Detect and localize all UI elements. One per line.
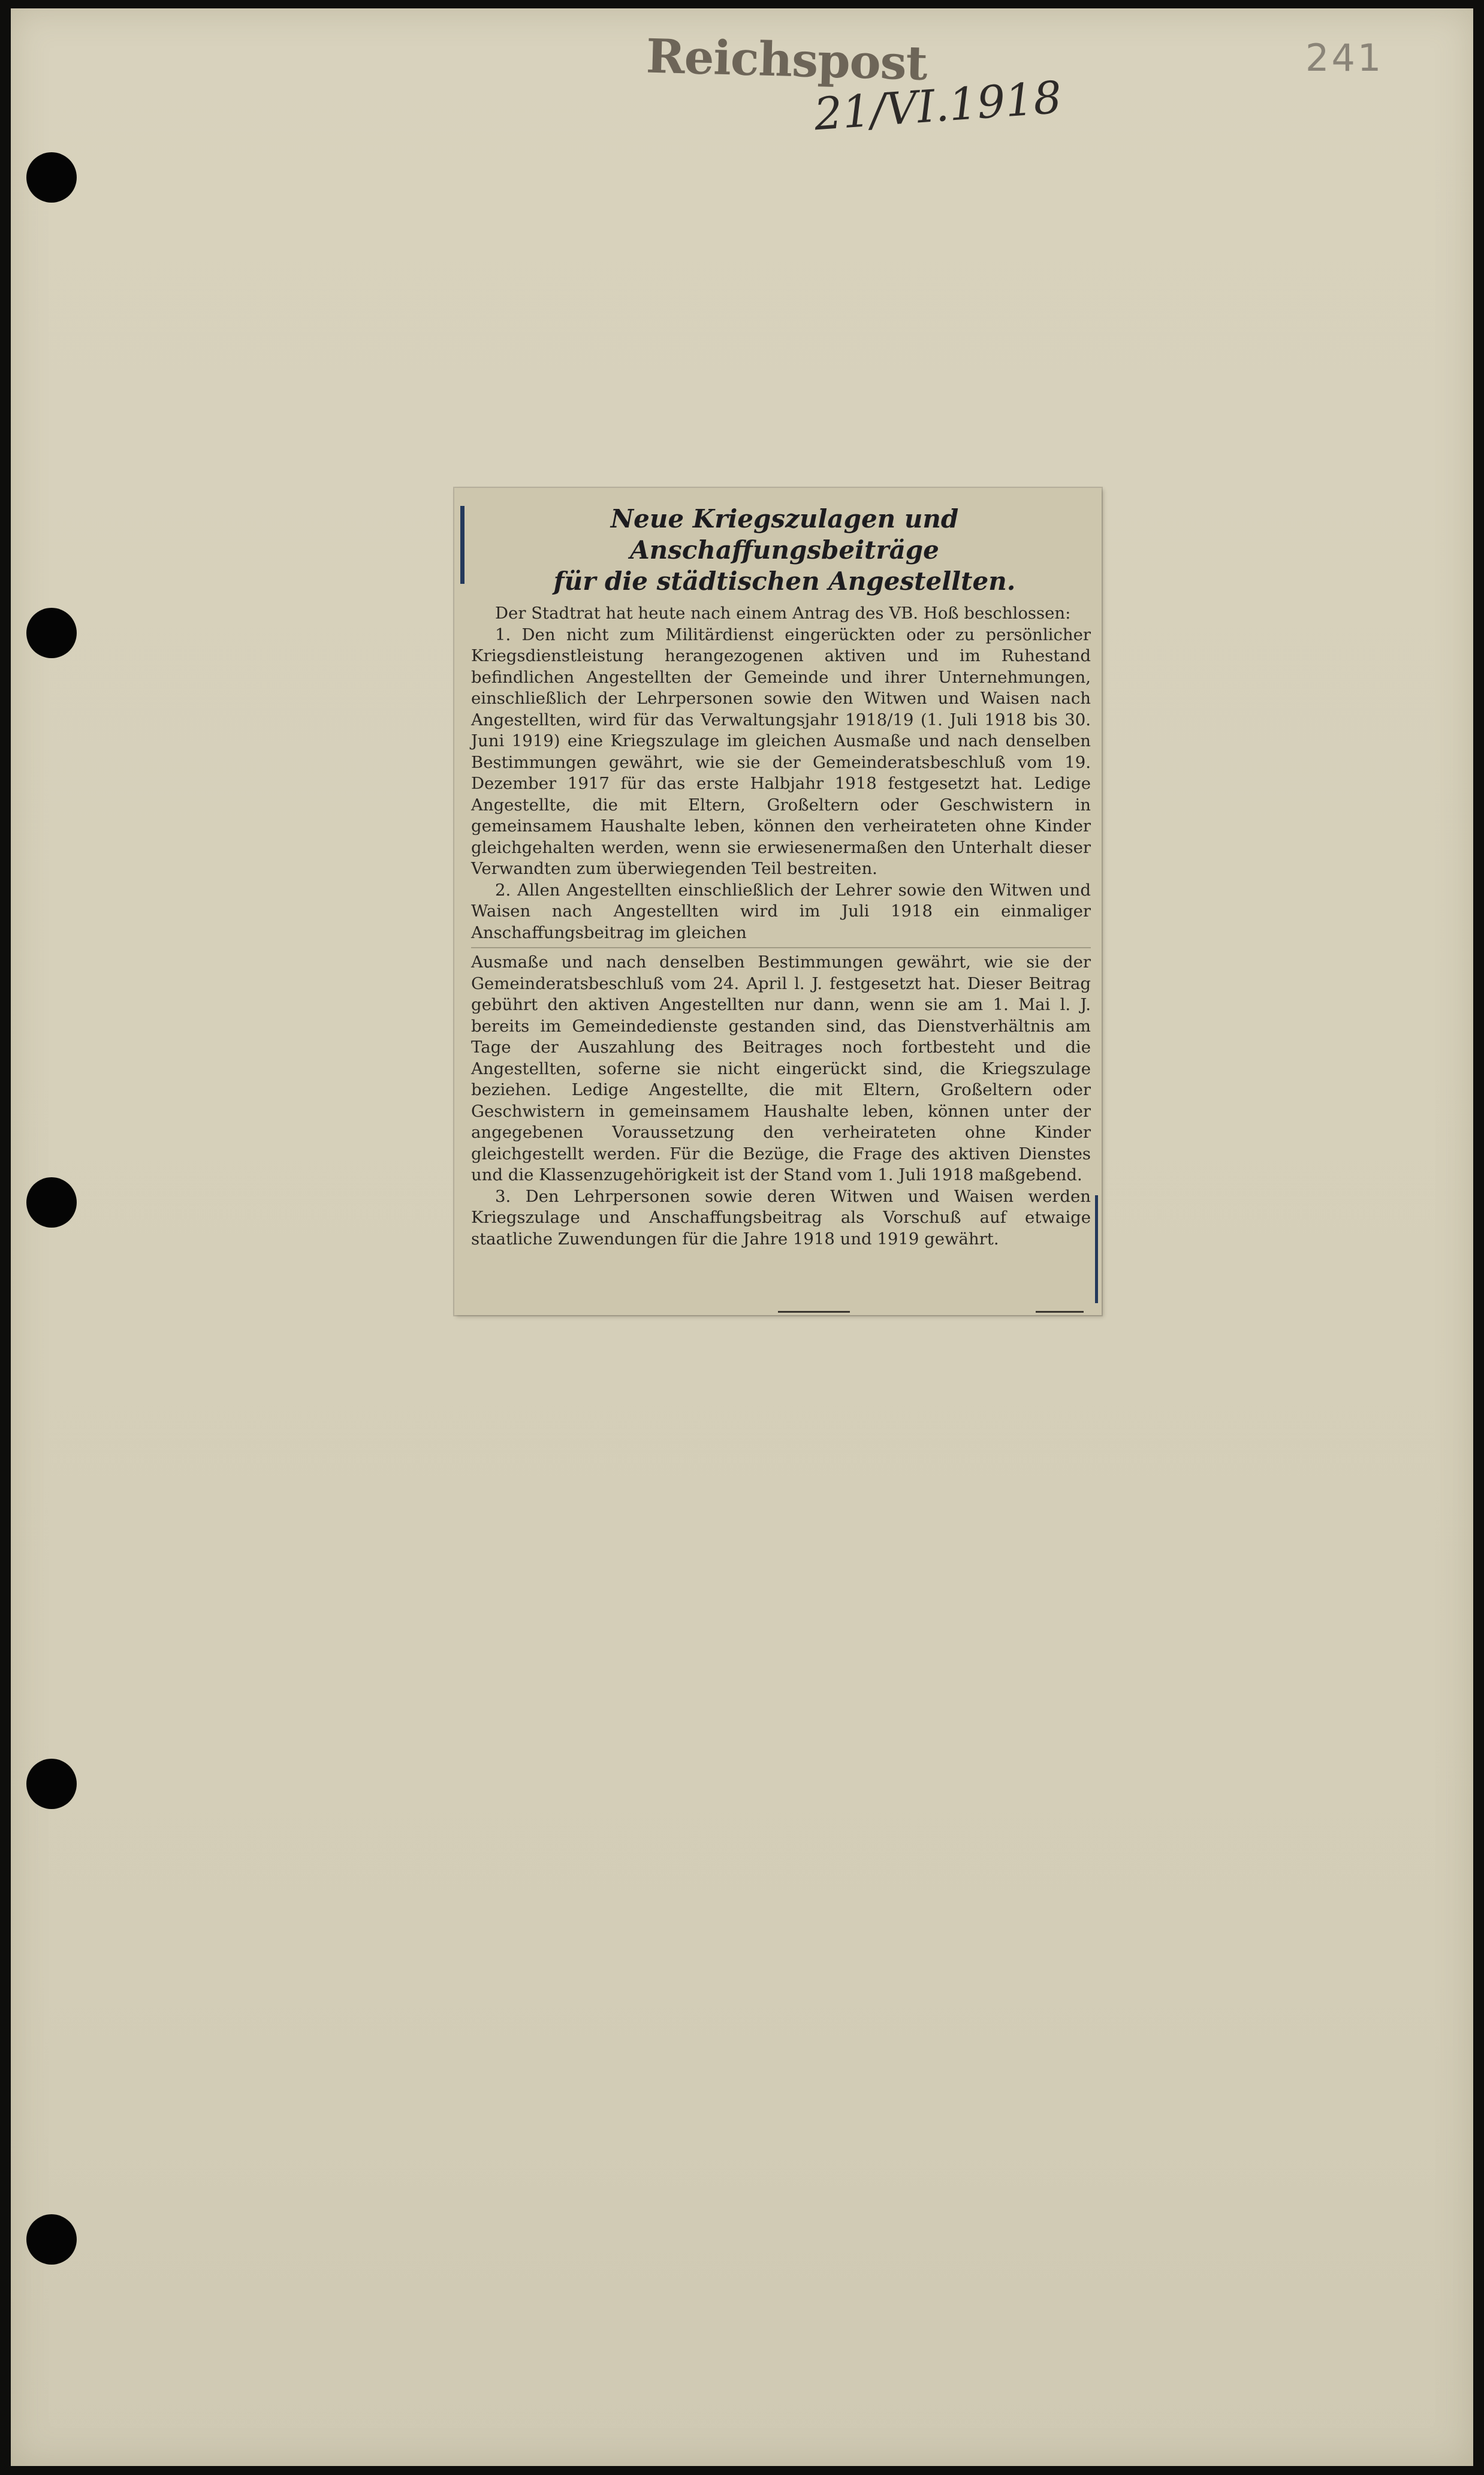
handwritten-date: 21/VI.1918 xyxy=(812,71,1064,141)
article-item-2-part-2: Ausmaße und nach denselben Bestimmungen gewährt, wie sie der Gemeinderatsbeschluß vom 24. April l. J. festgesetzt hat. Dieser Beitrag gebührt den aktiven Angestellten nur dann, wenn sie am 1. Mai l. J. bereits im Gemeindedienste gestanden sind, das Dienstverhältnis am Tage der Auszahlung des Beitrages noch fortbesteht und die Angestellten, soferne sie nicht eingerückt sind, die Kriegszulage beziehen. Ledige Angestellte, die mit Eltern, Großeltern oder Geschwistern in gemeinsamem Haushalte leben, können unter der angegebenen Voraussetzung den verheirateten ohne Kinder gleichgestellt werden. Für die Bezüge, die Frage des aktiven Dienstes und die Klassenzugehörigkeit ist der Stand vom 1. Juli 1918 maßgebend. xyxy=(471,952,1091,1184)
article-intro: Der Stadtrat hat heute nach einem Antrag des VB. Hoß beschlossen: xyxy=(495,604,1071,623)
article-item-3: 3. Den Lehrpersonen sowie deren Witwen und Waisen werden Kriegszulage und Anschaffungsbeitrag als Vorschuß auf etwaige staatliche Zuwendungen für die Jahre 1918 und 1919 gewährt. xyxy=(471,1186,1091,1249)
punch-hole-4 xyxy=(26,1759,77,1809)
headline-line-2: für die städtischen Angestellten. xyxy=(553,566,1016,596)
clipping-end-mark-2 xyxy=(1036,1311,1084,1313)
article-body xyxy=(465,603,1091,1250)
newspaper-clipping xyxy=(454,488,1102,1315)
punch-hole-2 xyxy=(26,608,77,658)
folio-number: 241 xyxy=(1305,36,1384,80)
clipping-left-rule xyxy=(460,506,464,584)
clipping-fold-line xyxy=(471,947,1091,948)
clipping-end-mark xyxy=(778,1311,850,1313)
newspaper-source-stamp: Reichspost xyxy=(645,29,928,91)
punch-hole-3 xyxy=(26,1177,77,1228)
article-item-1: 1. Den nicht zum Militärdienst eingerückten oder zu persönlicher Kriegsdienstleistung herangezogenen aktiven und im Ruhestand befindlichen Angestellten der Gemeinde und ihrer Unternehmungen, einschließlich der Lehrpersonen sowie den Witwen und Waisen nach Angestellten, wird für das Verwaltungsjahr 1918/19 (1. Juli 1918 bis 30. Juni 1919) eine Kriegszulage im gleichen Ausmaße und nach denselben Bestimmungen gewährt, wie sie der Gemeinderatsbeschluß vom 19. Dezember 1917 für das erste Halbjahr 1918 festgesetzt hat. Ledige Angestellte, die mit Eltern, Großeltern oder Geschwistern in gemeinsamem Haushalte leben, können den verheirateten ohne Kinder gleichgehalten werden, wenn sie erwiesenermaßen den Unterhalt dieser Verwandten zum überwiegenden Teil bestreiten. xyxy=(471,625,1091,878)
headline-line-1: Neue Kriegszulagen und Anschaffungsbeiträge xyxy=(610,504,959,565)
punch-hole-5 xyxy=(26,2214,77,2265)
archive-sheet xyxy=(11,8,1473,2466)
clipping-right-rule xyxy=(1095,1195,1098,1303)
article-headline xyxy=(478,504,1091,597)
punch-hole-1 xyxy=(26,152,77,203)
article-item-2-part-1: 2. Allen Angestellten einschließlich der Lehrer sowie den Witwen und Waisen nach Angestellten wird im Juli 1918 ein einmaliger Anschaffungsbeitrag im gleichen xyxy=(471,880,1091,942)
